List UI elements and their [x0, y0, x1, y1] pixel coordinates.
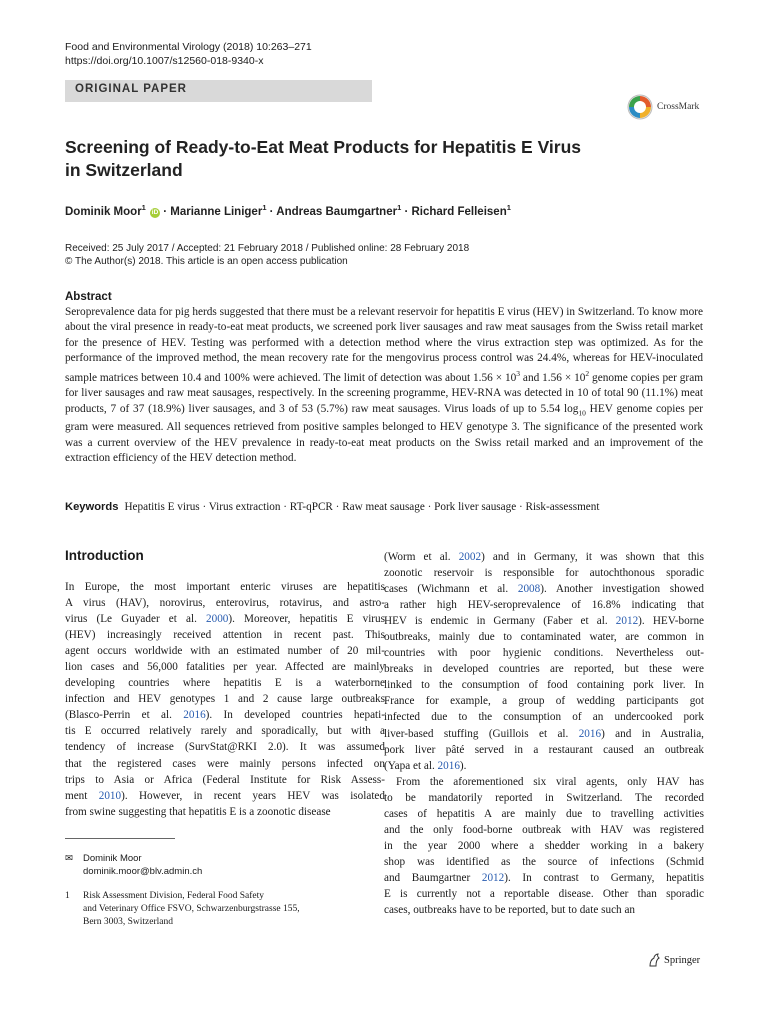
body-text-line: (Worm et al. 2002) and in Germany, it was shown that this — [384, 551, 704, 563]
copyright-line: © The Author(s) 2018. This article is an open access publication — [65, 256, 348, 267]
body-text-line: (Yapa et al. 2016). — [384, 759, 467, 772]
journal-header — [65, 40, 312, 68]
corresponding-author-name: Dominik Moor — [83, 853, 142, 864]
publisher-footer — [648, 953, 700, 967]
body-text-line: developing countries where hepatitis E is a waterborne — [65, 677, 385, 690]
affiliation-line: Bern 3003, Switzerland — [83, 917, 173, 927]
journal-citation: Food and Environmental Virology (2018) 10:263–271 — [65, 41, 312, 53]
abstract-superscript: 2 — [585, 369, 590, 379]
crossmark-badge[interactable] — [627, 92, 707, 122]
body-text-line: and Baumgartner 2012). In contrast to Germany, hepatitis — [384, 871, 704, 884]
publisher-name: Springer — [664, 954, 701, 966]
abstract-superscript: 3 — [516, 369, 521, 379]
author-list — [65, 203, 705, 218]
body-text-line: (Blasco-Perrin et al. 2016). In developed countries hepati- — [65, 709, 385, 722]
body-text-line: pork liver pâté served in a restaurant caused an outbreak — [384, 743, 704, 756]
springer-horse-icon — [648, 953, 660, 967]
body-text-line: shop was identified as the source of infections (Schmid — [384, 855, 704, 868]
author-name[interactable]: Dominik Moor — [65, 205, 142, 218]
crossmark-icon — [627, 94, 653, 120]
corresponding-author-footnote — [65, 852, 202, 878]
body-text-line: From the aforementioned six viral agents, only HAV has — [396, 775, 704, 788]
corresponding-author-email[interactable]: dominik.moor@blv.admin.ch — [83, 866, 203, 877]
abstract-text: genome copies per gram for liver sausages and raw meat sausages, respectively. In the screening programme, HEV-RNA was detected in 10 of total 90 (11.1%) meat products, 7 of 37 (18.9%) liver sausages, and 3 of 53 (5.7%) raw meat sausages. Virus loads of up to 5.54 log — [65, 372, 703, 415]
body-text-line: In Europe, the most important enteric viruses are hepatitis — [65, 581, 385, 593]
body-text-line: and the only food-borne outbreak with HAV was registered — [384, 823, 704, 836]
author-separator: · — [160, 205, 171, 218]
body-text-line: trips to Asia or Africa (Federal Institute for Risk Assess- — [65, 773, 385, 786]
body-text-line: ment 2010). However, in recent years HEV was isolated — [65, 789, 385, 802]
body-text-line: infected due to the consumption of an undercooked pork — [384, 711, 704, 724]
article-type-label: ORIGINAL PAPER — [75, 83, 187, 95]
body-text-line: France for example, a group of wedding participants got — [384, 695, 704, 708]
body-text-line: linked to the consumption of food containing pork liver. In — [384, 679, 704, 692]
body-text-line: cases (Wichmann et al. 2008). Another investigation showed — [384, 583, 704, 596]
affiliation-line: Risk Assessment Division, Federal Food Safety — [83, 891, 265, 901]
body-text-line: cases, outbreaks have to be reported, but to date such an — [384, 904, 636, 917]
author-affiliation-mark: 1 — [141, 203, 146, 212]
author-name[interactable]: Marianne Liniger — [170, 205, 263, 218]
body-text-line: a rather high HEV-seroprevalence of 16.8% indicating that — [384, 599, 704, 612]
author-separator: · — [266, 205, 277, 218]
abstract-text: HEV genome copies per gram were measured. All sequences retrieved from positive samples belonged to HEV genotype 3. The significance of the presented work was a current overview of the HEV prevalence in ready-to-eat meat products on the Swiss retail marked and an improvement of the extraction efficiency of the HEV detection method. — [65, 402, 703, 465]
body-text-line: cases of hepatitis A are mainly due to travelling activities — [384, 807, 704, 820]
author-name[interactable]: Richard Felleisen — [411, 205, 507, 218]
title-line-1: Screening of Ready-to-Eat Meat Products for Hepatitis E Virus — [65, 137, 582, 157]
envelope-icon: ✉ — [65, 853, 73, 864]
body-text-line: tendency of increase (SurvStat@RKI 2.0). It was assumed — [65, 741, 385, 754]
publication-dates — [65, 242, 469, 268]
abstract-body — [65, 305, 703, 466]
affiliation-number: 1 — [65, 891, 70, 901]
keywords-label: Keywords — [65, 501, 119, 513]
abstract-heading: Abstract — [65, 291, 112, 303]
affiliation-footnote — [65, 890, 300, 929]
body-column-left — [65, 579, 385, 820]
body-text-line: to be mandatorily reported in Switzerland. The recorded — [384, 791, 704, 804]
body-text-line: HEV is endemic in Germany (Faber et al. 2012). HEV-borne — [384, 615, 705, 628]
body-text-line: infection and HEV genotypes 1 and 2 cause large outbreaks — [65, 693, 385, 706]
body-text-line: breaks in developed countries are reported, but these were — [384, 663, 704, 676]
abstract-text: and 1.56 × 10 — [520, 372, 586, 385]
dates-line: Received: 25 July 2017 / Accepted: 21 February 2018 / Published online: 28 February 2018 — [65, 243, 470, 254]
crossmark-label: CrossMark — [657, 102, 700, 112]
author-affiliation-mark: 1 — [397, 203, 402, 212]
author-name[interactable]: Andreas Baumgartner — [276, 205, 398, 218]
author-separator: · — [401, 205, 412, 218]
author-affiliation-mark: 1 — [506, 203, 511, 212]
body-text-line: E is currently not a reportable disease. Other than sporadic — [384, 887, 704, 900]
orcid-icon[interactable]: iD — [151, 208, 159, 216]
journal-doi[interactable]: https://doi.org/10.1007/s12560-018-9340-x — [65, 55, 264, 67]
affiliation-line: and Veterinary Office FSVO, Schwarzenburgstrasse 155, — [83, 904, 300, 914]
abstract-text: Seroprevalence data for pig herds suggested that there must be a relevant reservoir for hepatitis E virus (HEV) in Switzerland. To know more about the viral presence in ready-to-eat meat products, we screened pork liver sausages and raw meat sausages from the Swiss retail market for the presence of HEV. Testing was performed with a detection method where the virus extraction step was optimized. As for the performance of the improved method, the mean recovery rate for the mengovirus process control was 24.4%, whereas for HEV-inoculated sample matrices between 10.4 and 100% were achieved. The limit of detection was about 1.56 × 10 — [65, 306, 704, 385]
body-text-line: A virus (HAV), norovirus, enterovirus, rotavirus, and astro- — [65, 597, 385, 610]
body-text-line: liver-based stuffing (Guillois et al. 2016) and in Australia, — [384, 727, 704, 740]
keywords-text: Hepatitis E virus · Virus extraction · RT-qPCR · Raw meat sausage · Pork liver sausage · Risk-assessment — [124, 501, 600, 513]
introduction-heading: Introduction — [65, 548, 144, 563]
body-text-line: zoonotic reservoir is responsible for autochthonous sporadic — [384, 567, 704, 580]
article-type-banner — [65, 80, 372, 102]
keywords — [65, 501, 705, 513]
footnote-divider — [65, 838, 175, 839]
body-text-line: countries with poor hygienic conditions. Nevertheless out- — [384, 647, 704, 660]
article-title — [65, 136, 685, 182]
body-text-line: in the year 2000 where a shedder working in a bakery — [384, 839, 704, 852]
body-text-line: (HEV) increasingly received attention in recent past. This — [65, 629, 385, 642]
abstract-subscript: 10 — [578, 408, 586, 418]
title-line-2: in Switzerland — [65, 160, 183, 180]
body-text-line: outbreaks, mainly due to contaminated water, are common in — [384, 631, 704, 644]
body-text-line: lion cases and 56,000 fatalities per year. Affected are mainly — [65, 661, 385, 674]
body-text-line: agent occurs worldwide with an estimated number of 20 mil- — [65, 645, 385, 658]
body-text-line: that the registered cases were mainly persons infected on — [65, 757, 385, 770]
body-text-line: tis E occurred relatively rarely and sporadically, but with a — [65, 725, 385, 738]
body-column-right — [384, 549, 704, 918]
body-text-line: from swine suggesting that hepatitis E is a zoonotic disease — [65, 805, 331, 818]
body-text-line: virus (Le Guyader et al. 2000). Moreover, hepatitis E virus — [65, 613, 385, 626]
author-affiliation-mark: 1 — [262, 203, 267, 212]
